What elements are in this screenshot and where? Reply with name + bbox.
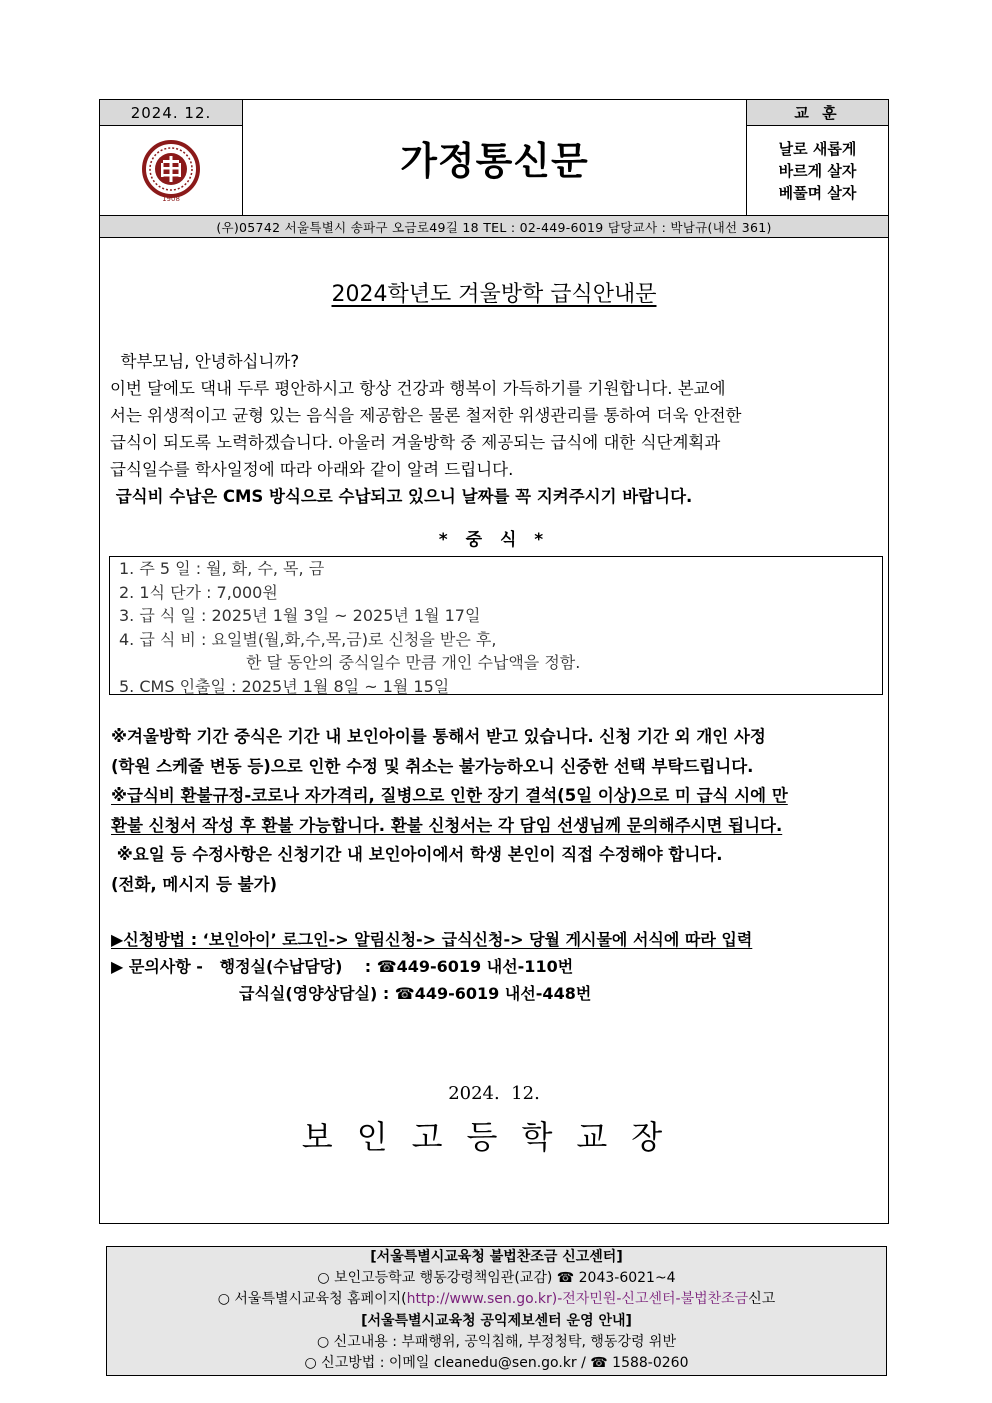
notice-modification-cont: (전화, 메시지 등 불가) [111, 874, 278, 894]
notice-application-cont: (학원 스케줄 변동 등)으로 인한 수정 및 취소는 불가능하오니 신중한 선택 부탁드립니다. [111, 756, 754, 776]
notice-refund: ※급식비 환불규정-코로나 자가격리, 질병으로 인한 장기 결석(5일 이상)으로 미 급식 시에 만 [111, 786, 788, 805]
info-meal-fee-cont: 한 달 동안의 중식일수 만큼 개인 수납액을 정함. [246, 653, 581, 672]
newsletter-title: 가정통신문 [400, 139, 589, 183]
notice-refund-cont: 환불 신청서 작성 후 환불 가능합니다. 환불 신청서는 각 담임 선생님께 문의해주시면 됩니다. [111, 815, 783, 835]
motto-line: 날로 새롭게 [778, 139, 857, 158]
notice-application: ※겨울방학 기간 중식은 기간 내 보인아이를 통해서 받고 있습니다. 신청 기간 외 개인 사정 [111, 727, 766, 746]
notices [111, 722, 891, 899]
motto-heading: 교 훈 [746, 100, 888, 126]
notice-modification: ※요일 등 수정사항은 신청기간 내 보인아이에서 학생 본인이 직접 수정해야 합니다. [111, 845, 723, 864]
report-center-box [106, 1246, 887, 1376]
school-motto [746, 126, 888, 215]
intro-paragraph [110, 348, 880, 510]
school-emblem-icon [141, 140, 201, 202]
info-meal-period: 3. 급 식 일 : 2025년 1월 3일 ~ 2025년 1월 17일 [119, 606, 481, 625]
application-method: ▶신청방법 : ‘보인아이’ 로그인-> 알림신청-> 급식신청-> 당월 게시물에 서식에 따라 입력 [111, 930, 753, 949]
report-center-heading: [서울특별시교육청 불법찬조금 신고센터] [370, 1249, 623, 1265]
intro-line: 서는 위생적이고 균형 있는 음식을 제공함은 물론 철저한 위생관리를 통하여 더욱 안전한 [110, 406, 742, 425]
report-website-line: ○ 서울특별시교육청 홈페이지(http://www.sen.go.kr)-전자민원-신고센터-불법찬조금신고 [217, 1291, 776, 1308]
report-method-line: ○ 신고방법 : 이메일 cleanedu@sen.go.kr / ☎ 1588-0260 [304, 1355, 689, 1372]
intro-line: 급식이 되도록 노력하겠습니다. 아울러 겨울방학 중 제공되는 급식에 대한 식단계획과 [110, 433, 721, 452]
issue-date: 2024. 12. [100, 100, 243, 126]
signature-principal: 보인고등학교장 [301, 1118, 687, 1156]
intro-line: 이번 달에도 댁내 두루 평안하시고 항상 건강과 행복이 가득하기를 기원합니다. 본교에 [110, 379, 726, 398]
lunch-section-heading: * 중 식 * [438, 530, 550, 550]
intro-line: 급식일수를 학사일정에 따라 아래와 같이 알려 드립니다. [110, 460, 514, 479]
report-website-link[interactable]: http://www.sen.go.kr)-전자민원-신고센터-불법찬조금 [406, 1291, 749, 1308]
info-cms-date: 5. CMS 인출일 : 2025년 1월 8일 ~ 1월 15일 [119, 676, 450, 696]
info-unit-price: 2. 1식 단가 : 7,000원 [119, 582, 278, 602]
lunch-info-box [109, 556, 883, 695]
motto-line: 베풀며 살자 [778, 183, 857, 202]
whistleblower-heading: [서울특별시교육청 공익제보센터 운영 안내] [361, 1312, 632, 1329]
info-days: 1. 주 5 일 : 월, 화, 수, 목, 금 [119, 559, 325, 578]
report-contact-line: ○ 보인고등학교 행동강령책임관(교감) ☎ 2043-6021~4 [317, 1270, 676, 1287]
document-title: 2024학년도 겨울방학 급식안내문 [331, 282, 657, 307]
application-info [111, 926, 891, 1007]
intro-line: 학부모님, 안녕하십니까? [110, 352, 300, 371]
school-emblem [100, 126, 243, 215]
signature-date: 2024. 12. [448, 1083, 540, 1104]
motto-line: 바르게 살자 [778, 161, 857, 180]
info-meal-fee: 4. 급 식 비 : 요일별(월,화,수,목,금)로 신청을 받은 후, [119, 629, 497, 649]
emblem-year: 1908 [162, 194, 180, 202]
school-address: (우)05742 서울특별시 송파구 오금로49길 18 TEL : 02-449-6019 담당교사 : 박남규(내선 361) [100, 215, 888, 237]
contact-admin: ▶ 문의사항 - 행정실(수납담당) : ☎449-6019 내선-110번 [111, 957, 574, 976]
cms-notice: 급식비 수납은 CMS 방식으로 수납되고 있으니 날짜를 꼭 지켜주시기 바랍니다. [110, 487, 693, 506]
newsletter-header [99, 99, 889, 238]
document-body [99, 237, 889, 1224]
contact-cafeteria: 급식실(영양상담실) : ☎449-6019 내선-448번 [239, 984, 592, 1003]
report-content-line: ○ 신고내용 : 부패행위, 공익침해, 부정청탁, 행동강령 위반 [317, 1333, 676, 1350]
